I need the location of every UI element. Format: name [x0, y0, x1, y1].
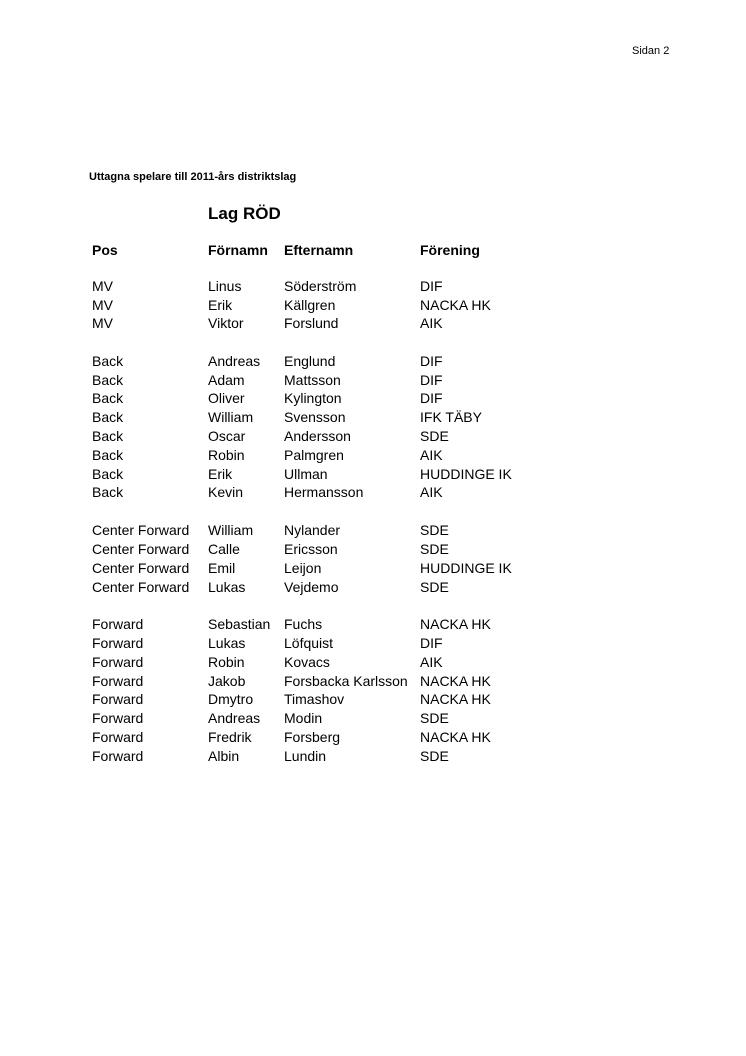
cell-club: SDE	[420, 541, 449, 557]
cell-last-name: Andersson	[284, 428, 351, 444]
cell-club: NACKA HK	[420, 297, 491, 313]
cell-first-name: Andreas	[208, 710, 261, 726]
cell-pos: Forward	[92, 729, 144, 745]
column-header-pos: Pos	[92, 242, 118, 258]
cell-club: SDE	[420, 579, 449, 595]
cell-pos: Back	[92, 428, 124, 444]
cell-pos: Forward	[92, 635, 144, 651]
cell-pos: Back	[92, 372, 124, 388]
cell-pos: Back	[92, 484, 124, 500]
cell-first-name: Viktor	[208, 315, 244, 331]
page-number: Sidan 2	[632, 45, 670, 57]
cell-first-name: Sebastian	[208, 616, 271, 632]
cell-first-name: William	[208, 409, 254, 425]
cell-last-name: Fuchs	[284, 616, 323, 632]
cell-club: AIK	[420, 447, 443, 463]
cell-pos: Forward	[92, 710, 144, 726]
cell-first-name: Jakob	[208, 673, 246, 689]
cell-first-name: Dmytro	[208, 691, 254, 707]
cell-club: SDE	[420, 522, 449, 538]
cell-club: DIF	[420, 390, 443, 406]
cell-last-name: Modin	[284, 710, 323, 726]
cell-last-name: Ericsson	[284, 541, 338, 557]
cell-club: AIK	[420, 315, 443, 331]
cell-last-name: Kovacs	[284, 654, 330, 670]
cell-club: AIK	[420, 484, 443, 500]
cell-first-name: Erik	[208, 466, 233, 482]
cell-pos: Forward	[92, 691, 144, 707]
cell-pos: MV	[92, 297, 113, 313]
cell-pos: Forward	[92, 616, 144, 632]
cell-first-name: Fredrik	[208, 729, 252, 745]
cell-last-name: Kylington	[284, 390, 342, 406]
cell-club: HUDDINGE IK	[420, 560, 512, 576]
cell-pos: Back	[92, 466, 124, 482]
cell-last-name: Forslund	[284, 315, 339, 331]
cell-first-name: William	[208, 522, 254, 538]
cell-last-name: Löfquist	[284, 635, 334, 651]
cell-pos: Center Forward	[92, 541, 190, 557]
cell-first-name: Emil	[208, 560, 236, 576]
cell-pos: MV	[92, 315, 113, 331]
cell-last-name: Nylander	[284, 522, 341, 538]
cell-first-name: Andreas	[208, 353, 261, 369]
cell-club: NACKA HK	[420, 673, 491, 689]
cell-last-name: Englund	[284, 353, 336, 369]
cell-pos: Back	[92, 409, 124, 425]
cell-pos: Center Forward	[92, 522, 190, 538]
column-header-first-name: Förnamn	[208, 242, 268, 258]
cell-last-name: Palmgren	[284, 447, 344, 463]
cell-club: NACKA HK	[420, 616, 491, 632]
cell-pos: Center Forward	[92, 560, 190, 576]
cell-pos: Back	[92, 447, 124, 463]
cell-last-name: Forsberg	[284, 729, 341, 745]
cell-pos: Forward	[92, 654, 144, 670]
cell-club: NACKA HK	[420, 691, 491, 707]
cell-first-name: Albin	[208, 748, 240, 764]
cell-first-name: Linus	[208, 278, 242, 294]
cell-first-name: Robin	[208, 654, 245, 670]
cell-last-name: Forsbacka Karlsson	[284, 673, 408, 689]
cell-first-name: Calle	[208, 541, 240, 557]
cell-last-name: Svensson	[284, 409, 346, 425]
cell-last-name: Timashov	[284, 691, 345, 707]
cell-first-name: Adam	[208, 372, 245, 388]
cell-first-name: Oliver	[208, 390, 245, 406]
cell-first-name: Oscar	[208, 428, 246, 444]
cell-last-name: Lundin	[284, 748, 327, 764]
cell-pos: Back	[92, 390, 124, 406]
cell-club: SDE	[420, 748, 449, 764]
cell-last-name: Ullman	[284, 466, 328, 482]
column-header-last-name: Efternamn	[284, 242, 354, 258]
cell-last-name: Leijon	[284, 560, 322, 576]
cell-club: SDE	[420, 710, 449, 726]
cell-club: DIF	[420, 353, 443, 369]
cell-last-name: Vejdemo	[284, 579, 339, 595]
cell-club: IFK TÄBY	[420, 409, 482, 425]
cell-first-name: Lukas	[208, 635, 246, 651]
cell-club: AIK	[420, 654, 443, 670]
cell-club: DIF	[420, 372, 443, 388]
team-title: Lag RÖD	[208, 204, 281, 223]
document-heading: Uttagna spelare till 2011-års distriktslag	[89, 171, 297, 183]
cell-pos: Center Forward	[92, 579, 190, 595]
cell-club: NACKA HK	[420, 729, 491, 745]
cell-pos: Forward	[92, 673, 144, 689]
cell-first-name: Lukas	[208, 579, 246, 595]
cell-first-name: Kevin	[208, 484, 244, 500]
cell-club: HUDDINGE IK	[420, 466, 512, 482]
cell-last-name: Söderström	[284, 278, 357, 294]
cell-last-name: Mattsson	[284, 372, 341, 388]
cell-club: DIF	[420, 635, 443, 651]
cell-first-name: Erik	[208, 297, 233, 313]
cell-pos: Forward	[92, 748, 144, 764]
cell-first-name: Robin	[208, 447, 245, 463]
cell-pos: Back	[92, 353, 124, 369]
column-header-club: Förening	[420, 242, 480, 258]
cell-club: DIF	[420, 278, 443, 294]
cell-last-name: Källgren	[284, 297, 336, 313]
cell-last-name: Hermansson	[284, 484, 364, 500]
cell-club: SDE	[420, 428, 449, 444]
cell-pos: MV	[92, 278, 113, 294]
